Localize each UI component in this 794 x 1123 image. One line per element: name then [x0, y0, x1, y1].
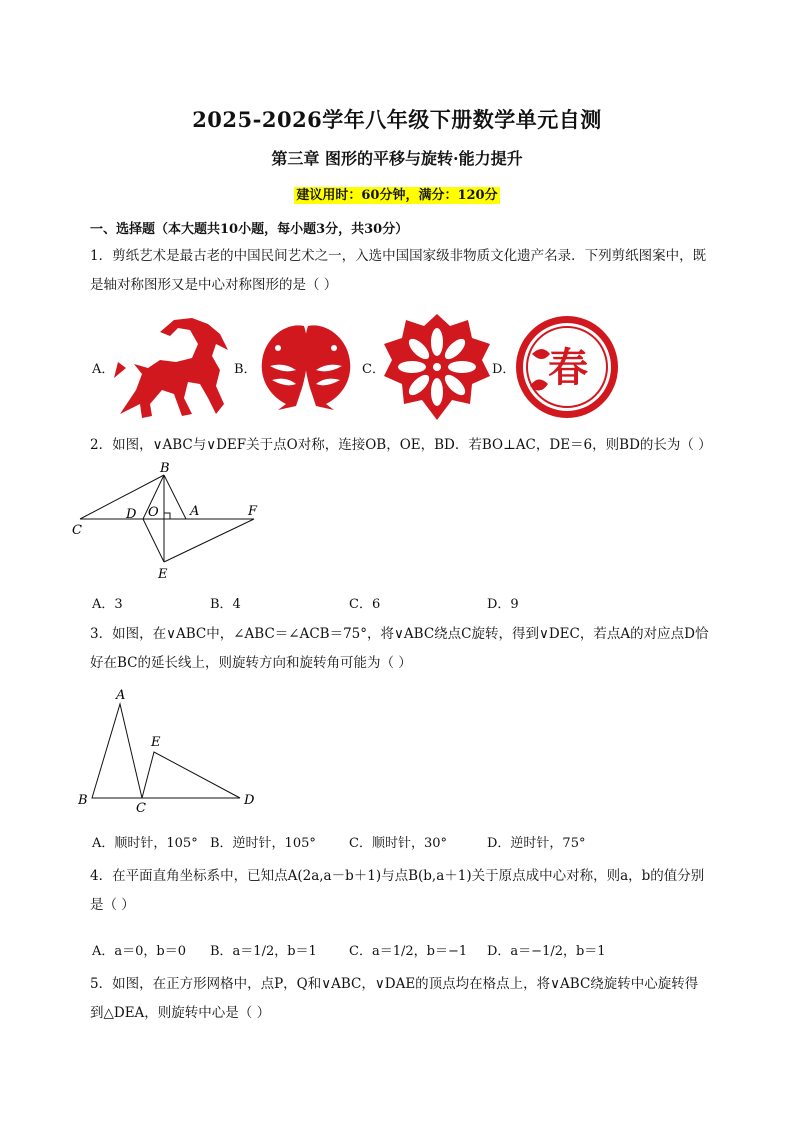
- q2-label-f: F: [248, 504, 258, 519]
- q3-label-c: C: [136, 801, 146, 816]
- time-limit-badge: 建议用时：60分钟，满分：120分: [296, 188, 498, 203]
- question-1-text: 1．剪纸艺术是最古老的中国民间艺术之一，入选中国国家级非物质文化遗产名录．下列剪纸图案中，既是轴对称图形又是中心对称图形的是（ ）: [90, 248, 707, 293]
- q3-option-b[interactable]: B．逆时针，105°: [210, 836, 316, 851]
- q2-option-c[interactable]: C．6: [349, 597, 381, 612]
- spring-character: 春: [548, 344, 588, 391]
- q2-option-b[interactable]: B．4: [210, 597, 241, 612]
- q3-option-c[interactable]: C．顺时针，30°: [349, 836, 447, 851]
- time-limit-row: [0, 184, 794, 203]
- q3-option-d[interactable]: D．逆时针，75°: [487, 836, 586, 851]
- q2-label-d: D: [126, 507, 137, 522]
- q1-option-b[interactable]: B．: [234, 362, 257, 377]
- q2-figure: [66, 458, 272, 586]
- q1-option-c[interactable]: C．: [362, 362, 385, 377]
- page-title: 2025-2026学年八年级下册数学单元自测: [192, 107, 602, 132]
- q1-option-d[interactable]: D．: [492, 362, 516, 377]
- question-2-text: 2．如图，∨ABC与∨DEF关于点O对称，连接OB，OE，BD．若BO⊥AC，DE＝6，则BD的长为（ ）: [90, 437, 712, 453]
- q1-option-a[interactable]: A．: [92, 362, 115, 377]
- q4-option-b[interactable]: B．a＝1/2，b＝1: [210, 944, 317, 959]
- q3-option-a[interactable]: A．顺时针，105°: [92, 836, 198, 851]
- q2-label-e: E: [158, 567, 168, 582]
- section-heading: 一、选择题（本大题共10小题，每小题3分，共30分）: [90, 222, 409, 237]
- q3-label-e: E: [151, 735, 161, 750]
- q2-label-a: A: [190, 504, 200, 519]
- horse-papercut-image: [112, 314, 234, 420]
- q4-option-c[interactable]: C．a＝1/2，b＝−1: [349, 944, 468, 959]
- q3-label-b: B: [78, 793, 88, 808]
- q2-option-a[interactable]: A．3: [92, 597, 123, 612]
- q2-option-d[interactable]: D．9: [487, 597, 519, 612]
- question-3-text: 3．如图，在∨ABC中，∠ABC＝∠ACB＝75°，将∨ABC绕点C旋转，得到∨DEC，若点A的对应点D恰好在BC的延长线上，则旋转方向和旋转角可能为（ ）: [90, 626, 709, 671]
- q3-figure: [74, 684, 266, 816]
- double-fish-papercut-image: [256, 318, 356, 412]
- question-4-text: 4．在平面直角坐标系中，已知点A(2a,a－b＋1)与点B(b,a＋1)关于原点成中心对称，则a，b的值分别是（ ）: [90, 868, 705, 913]
- q4-option-d[interactable]: D．a＝−1/2，b＝1: [487, 944, 606, 959]
- flower-papercut-image: [382, 312, 492, 422]
- question-5-text: 5．如图，在正方形网格中，点P，Q和∨ABC，∨DAE的顶点均在格点上，将∨ABC绕旋转中心旋转得到△DEA，则旋转中心是（ ）: [90, 976, 699, 1021]
- page-subtitle: 第三章 图形的平移与旋转·能力提升: [271, 149, 523, 168]
- q4-option-a[interactable]: A．a＝0，b＝0: [92, 944, 187, 959]
- q2-label-c: C: [72, 523, 82, 538]
- q2-label-b: B: [160, 461, 170, 476]
- q3-label-a: A: [116, 688, 126, 703]
- q2-label-o: O: [148, 505, 159, 520]
- q3-label-d: D: [244, 793, 255, 808]
